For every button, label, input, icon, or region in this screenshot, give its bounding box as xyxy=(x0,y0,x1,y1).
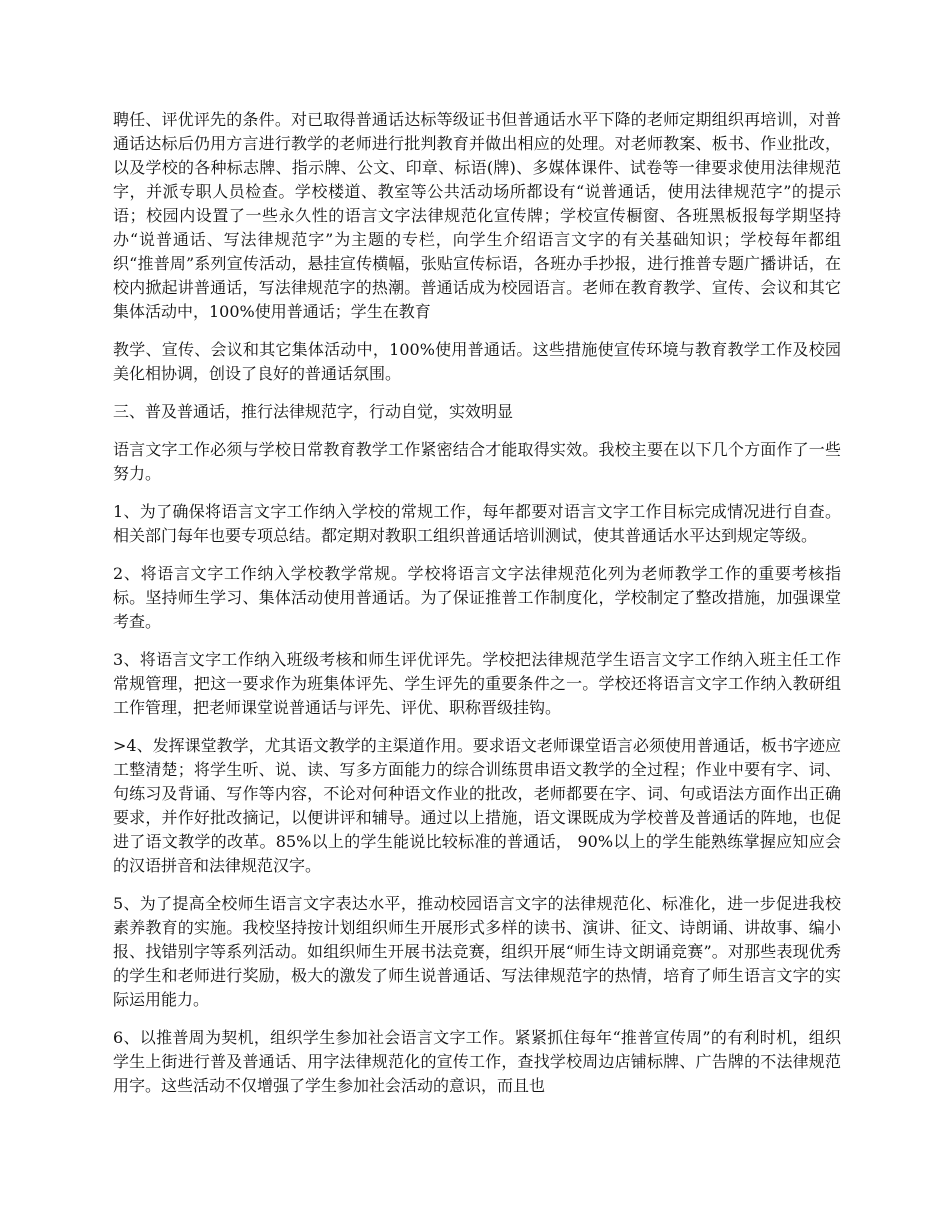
section-heading: 三、普及普通话，推行法律规范字，行动自觉，实效明显 xyxy=(113,402,514,421)
paragraph-item-6: 6、以推普周为契机，组织学生参加社会语言文字工作。紧紧抓住每年“推普宣传周”的有利时机，组织学生上街进行普及普通话、用字法律规范化的宣传工作，查找学校周边店铺标牌、广告牌的不法律规范用字。这些活动不仅增强了学生参加社会活动的意识，而且也 xyxy=(113,1028,841,1095)
paragraph-item-2: 2、将语言文字工作纳入学校教学常规。学校将语言文字法律规范化列为老师教学工作的重要考核指标。坚持师生学习、集体活动使用普通话。为了保证推普工作制度化，学校制定了整改措施，加强课堂考查。 xyxy=(113,564,841,631)
paragraph-item-1: 1、为了确保将语言文字工作纳入学校的常规工作，每年都要对语言文字工作目标完成情况进行自查。相关部门每年也要专项总结。都定期对教职工组织普通话培训测试，使其普通话水平达到规定等级。 xyxy=(113,502,841,545)
paragraph-item-4: >4、发挥课堂教学，尤其语文教学的主渠道作用。要求语文老师课堂语言必须使用普通话，板书字迹应工整清楚；将学生听、说、读、写多方面能力的综合训练贯串语文教学的全过程；作业中要有字、词、句练习及背诵、写作等内容，不论对何种语文作业的批改，老师都要在字、词、句或语法方面作出正确要求，并作好批改摘记，以便讲评和辅导。通过以上措施，语文课既成为学校普及普通话的阵地，也促进了语文教学的改革。85%以上的学生能说比较标准的普通话， 90%以上的学生能熟练掌握应知应会的汉语拼音和法律规范汉字。 xyxy=(113,736,841,875)
document-page xyxy=(113,108,841,1112)
paragraph-intro: 语言文字工作必须与学校日常教育教学工作紧密结合才能取得实效。我校主要在以下几个方面作了一些努力。 xyxy=(113,440,841,483)
paragraph-1: 聘任、评优评先的条件。对已取得普通话达标等级证书但普通话水平下降的老师定期组织再培训，对普通话达标后仍用方言进行教学的老师进行批判教育并做出相应的处理。对老师教案、板书、作业批改，以及学校的各种标志牌、指示牌、公文、印章、标语(牌)、多媒体课件、试卷等一律要求使用法律规范字，并派专职人员检查。学校楼道、教室等公共活动场所都设有“说普通话，使用法律规范字”的提示语；校园内设置了一些永久性的语言文字法律规范化宣传牌；学校宣传橱窗、各班黑板报每学期坚持办“说普通话、写法律规范字”为主题的专栏，向学生介绍语言文字的有关基础知识；学校每年都组织“推普周”系列宣传活动，悬挂宣传横幅，张贴宣传标语，各班办手抄报，进行推普专题广播讲话，在校内掀起讲普通话，写法律规范字的热潮。普通话成为校园语言。老师在教育教学、宣传、会议和其它集体活动中，100%使用普通话；学生在教育 xyxy=(113,110,841,321)
paragraph-2: 教学、宣传、会议和其它集体活动中，100%使用普通话。这些措施使宣传环境与教育教学工作及校园美化相协调，创设了良好的普通话氛围。 xyxy=(113,340,841,383)
paragraph-item-3: 3、将语言文字工作纳入班级考核和师生评优评先。学校把法律规范学生语言文字工作纳入班主任工作常规管理，把这一要求作为班集体评先、学生评先的重要条件之一。学校还将语言文字工作纳入教研组工作管理，把老师课堂说普通话与评先、评优、职称晋级挂钩。 xyxy=(113,650,841,717)
paragraph-item-5: 5、为了提高全校师生语言文字表达水平，推动校园语言文字的法律规范化、标准化，进一步促进我校素养教育的实施。我校坚持按计划组织师生开展形式多样的读书、演讲、征文、诗朗诵、讲故事、编小报、找错别字等系列活动。如组织师生开展书法竞赛，组织开展“师生诗文朗诵竞赛”。对那些表现优秀的学生和老师进行奖励，极大的激发了师生说普通话、写法律规范字的热情，培育了师生语言文字的实际运用能力。 xyxy=(113,894,841,1009)
